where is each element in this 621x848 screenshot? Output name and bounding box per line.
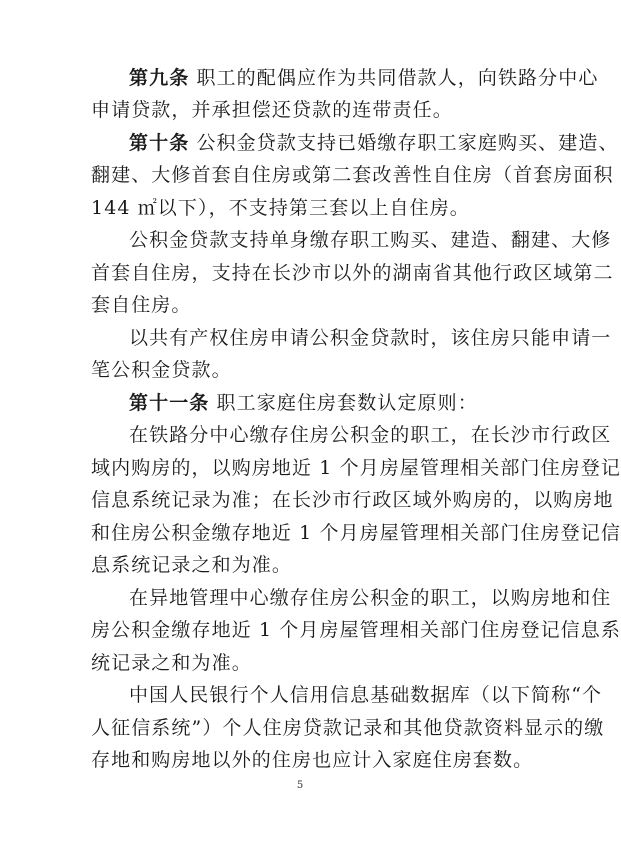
text-line: 第十一条 职工家庭住房套数认定原则： xyxy=(129,392,478,414)
text-line: 翻建、大修首套自住房或第二套改善性自住房（首套房面积 xyxy=(91,164,614,186)
page-number: 5 xyxy=(296,780,304,791)
text-line: 首套自住房，支持在长沙市以外的湖南省其他行政区域第二 xyxy=(91,262,614,284)
article-heading: 第十一条 xyxy=(129,392,210,414)
text-line: 统记录之和为准。 xyxy=(91,652,252,674)
article-heading: 第十条 xyxy=(129,132,190,154)
text-line: 在铁路分中心缴存住房公积金的职工，在长沙市行政区 xyxy=(129,424,612,446)
article-heading: 第九条 xyxy=(129,67,190,89)
text-line: 房公积金缴存地近 1 个月房屋管理相关部门住房登记信息系 xyxy=(91,619,621,641)
text-line: 中国人民银行个人信用信息基础数据库（以下简称“个 xyxy=(129,684,603,706)
text-line: 144 ㎡以下），不支持第三套以上自住房。 xyxy=(91,197,470,219)
text-line: 息系统记录之和为准。 xyxy=(91,554,293,576)
text-line: 人征信系统”）个人住房贷款记录和其他贷款资料显示的缴 xyxy=(91,717,605,739)
text-line: 和住房公积金缴存地近 1 个月房屋管理相关部门住房登记信 xyxy=(91,522,621,544)
text-line: 在异地管理中心缴存住房公积金的职工，以购房地和住 xyxy=(129,587,612,609)
text-line: 笔公积金贷款。 xyxy=(91,359,232,381)
text-line: 套自住房。 xyxy=(91,294,192,316)
text-line: 信息系统记录为准；在长沙市行政区域外购房的，以购房地 xyxy=(91,489,614,511)
text-line: 存地和购房地以外的住房也应计入家庭住房套数。 xyxy=(91,749,534,771)
text-line: 以共有产权住房申请公积金贷款时，该住房只能申请一 xyxy=(129,327,612,349)
text-line: 申请贷款，并承担偿还贷款的连带责任。 xyxy=(91,99,453,121)
text-line: 第九条 职工的配偶应作为共同借款人，向铁路分中心 xyxy=(129,67,599,89)
text-line: 第十条 公积金贷款支持已婚缴存职工家庭购买、建造、 xyxy=(129,132,619,154)
text-line: 公积金贷款支持单身缴存职工购买、建造、翻建、大修 xyxy=(129,229,612,251)
text-line: 域内购房的，以购房地近 1 个月房屋管理相关部门住房登记 xyxy=(91,457,621,479)
